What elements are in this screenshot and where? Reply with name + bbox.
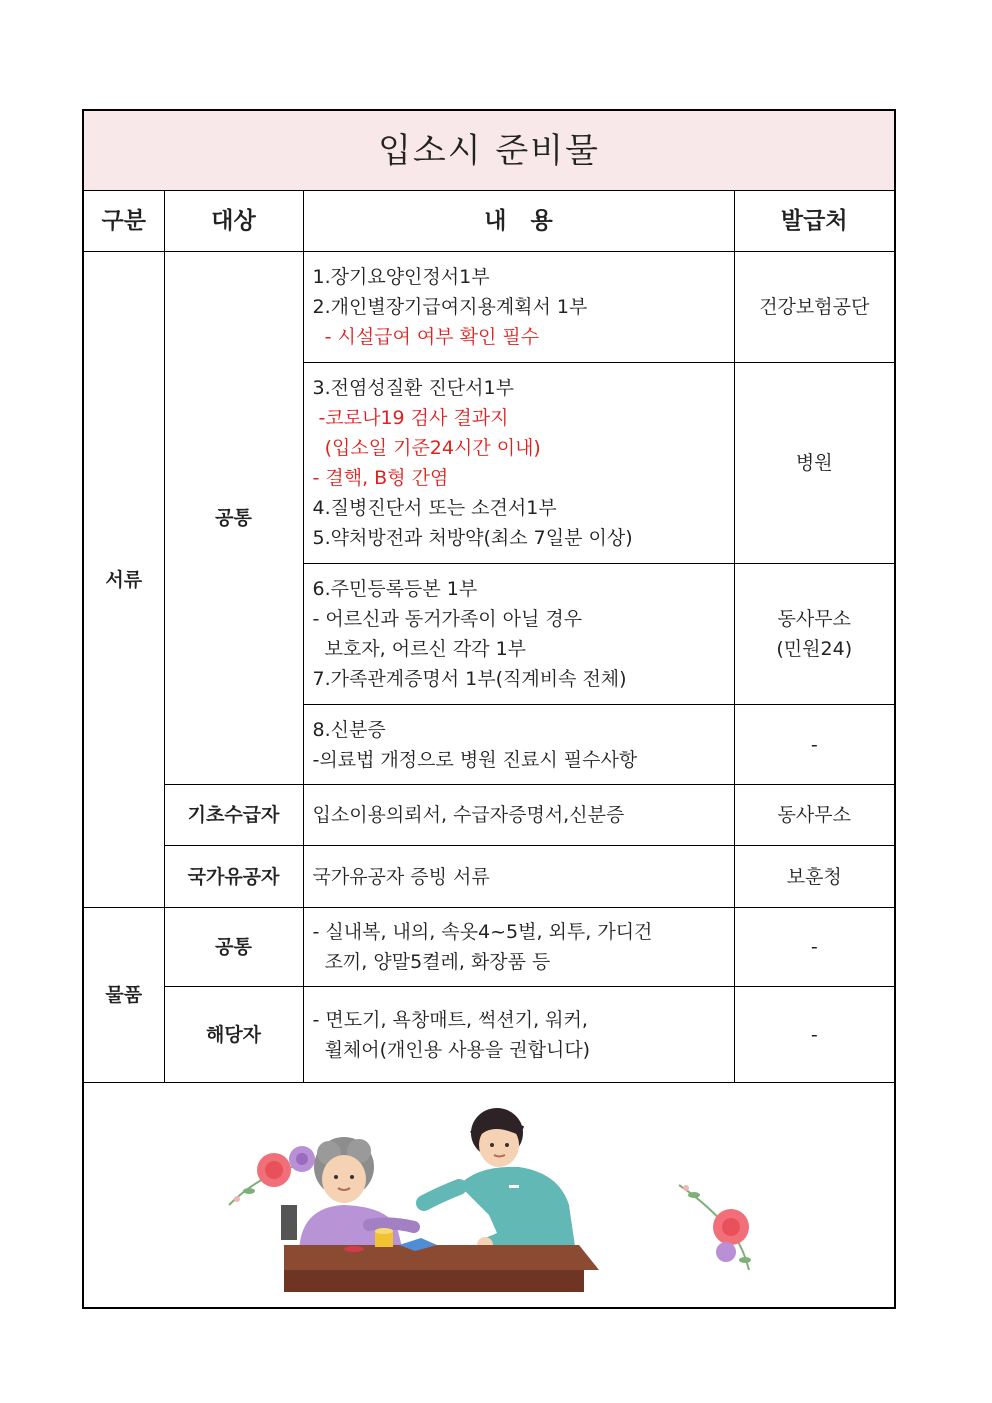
header-target: 대상 (164, 191, 303, 252)
content-cell (303, 785, 734, 846)
issuer-cell: - (734, 908, 894, 987)
content-line: 3.전염성질환 진단서1부 (312, 377, 514, 399)
content-line: 1.장기요양인정서1부 (312, 266, 490, 288)
content-line: 국가유공자 증빙 서류 (312, 865, 490, 888)
issuer-cell (734, 564, 894, 705)
content-line: 입소이용의뢰서, 수급자증명서,신분증 (312, 804, 625, 826)
issuer-line: 동사무소 (777, 608, 851, 630)
preparation-table (84, 111, 894, 1307)
content-line-highlight: - 시설급여 여부 확인 필수 (312, 326, 540, 348)
content-cell (303, 564, 734, 705)
category-items: 물품 (84, 908, 164, 1083)
issuer-line: (민원24) (776, 638, 853, 660)
target-common-docs: 공통 (164, 252, 303, 785)
issuer-cell: 건강보험공단 (734, 252, 894, 363)
illustration-cell (84, 1083, 894, 1308)
content-cell (303, 908, 734, 987)
content-line: - 실내복, 내의, 속옷4~5벌, 외투, 가디건 (312, 921, 653, 943)
content-line: 6.주민등록등본 1부 (312, 578, 478, 600)
content-line: 4.질병진단서 또는 소견서1부 (312, 497, 557, 519)
content-cell (303, 252, 734, 363)
header-category: 구분 (84, 191, 164, 252)
content-line: 5.약처방전과 처방약(최소 7일분 이상) (312, 527, 633, 549)
content-line: 조끼, 양말5켤레, 화장품 등 (312, 951, 551, 973)
content-line: 7.가족관계증명서 1부(직계비속 전체) (312, 668, 627, 690)
content-line: -의료법 개정으로 병원 진료시 필수사항 (312, 748, 638, 771)
content-line: - 어르신과 동거가족이 아닐 경우 (312, 608, 583, 630)
content-line: 2.개인별장기급여지용계획서 1부 (312, 296, 588, 318)
caregiver-with-elderly-woman-illustration (189, 1095, 789, 1295)
issuer-cell: 동사무소 (734, 785, 894, 846)
right-flower-decoration (679, 1185, 751, 1270)
header-content: 내 용 (303, 191, 734, 252)
header-issuer: 발급처 (734, 191, 894, 252)
target-relevant-person: 해당자 (164, 987, 303, 1083)
content-line-highlight: (입소일 기준24시간 이내) (312, 437, 541, 459)
target-national-merit: 국가유공자 (164, 846, 303, 908)
category-documents: 서류 (84, 252, 164, 908)
content-line: 보호자, 어르신 각각 1부 (312, 638, 527, 660)
content-line-highlight: - 결핵, B형 간염 (312, 467, 449, 489)
document-sheet (82, 109, 896, 1309)
document-title: 입소시 준비물 (84, 111, 894, 191)
content-line-highlight: -코로나19 검사 결과지 (312, 407, 509, 429)
elderly-woman-figure (299, 1137, 414, 1255)
issuer-cell: - (734, 705, 894, 785)
issuer-cell: - (734, 987, 894, 1083)
target-basic-recipient: 기초수급자 (164, 785, 303, 846)
content-line: 8.신분증 (312, 718, 386, 741)
content-cell (303, 705, 734, 785)
caregiver-figure (424, 1108, 577, 1260)
content-line: 휠체어(개인용 사용을 권합니다) (312, 1038, 591, 1061)
chair-back (281, 1205, 297, 1240)
target-common-items: 공통 (164, 908, 303, 987)
content-cell (303, 363, 734, 564)
issuer-cell: 병원 (734, 363, 894, 564)
issuer-cell: 보훈청 (734, 846, 894, 908)
content-line: - 면도기, 욕창매트, 썩션기, 워커, (312, 1008, 588, 1031)
content-cell (303, 987, 734, 1083)
content-cell (303, 846, 734, 908)
